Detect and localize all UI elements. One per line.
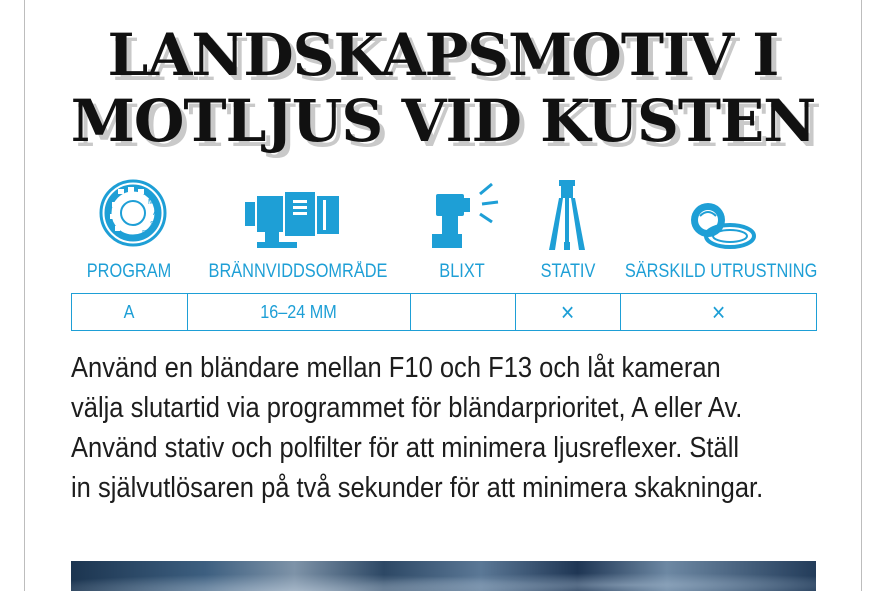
dial-letter-s: S [150, 221, 155, 228]
settings-row [72, 294, 817, 331]
body-paragraph [71, 348, 831, 508]
filter-icon [686, 202, 758, 252]
body-line-3: Använd stativ och polfilter för att minimera ljusreflexer. Ställ [71, 432, 740, 464]
settings-icons [0, 178, 886, 253]
lens-icon [245, 192, 340, 250]
tripod-icon [543, 180, 591, 252]
value-tripod: × [516, 294, 621, 331]
label-tripod: STATIV [540, 261, 596, 282]
title-line-1: LANDSKAPSMOTIV I [107, 21, 779, 89]
title-line-2: MOTLJUS VID KUSTEN [70, 87, 816, 155]
dial-letter-a: A [153, 210, 158, 217]
label-special-equipment: SÄRSKILD UTRUSTNING [624, 261, 818, 282]
body-line-4: in självutlösaren på två sekunder för att minimera skakningar. [71, 472, 764, 504]
label-flash: BLIXT [439, 261, 485, 282]
dial-letter-p: P [142, 230, 147, 237]
body-line-1: Använd en bländare mellan F10 och F13 och låt kameran [71, 352, 721, 384]
value-flash [411, 294, 516, 331]
body-line-2: välja slutartid via programmet för bländarprioritet, A eller Av. [71, 392, 743, 424]
dial-letter-m: M [148, 199, 154, 206]
label-focal-range: BRÄNNVIDDSOMRÅDE [208, 261, 388, 282]
label-program: PROGRAM [86, 261, 172, 282]
value-focal-range: 16–24 MM [188, 294, 411, 331]
article-title [0, 22, 886, 154]
mode-dial-icon [98, 178, 168, 248]
value-special-equipment: × [621, 294, 817, 331]
settings-labels [0, 261, 886, 283]
landscape-photo [71, 561, 816, 591]
settings-table [71, 293, 817, 331]
value-program: A [72, 294, 188, 331]
flash-icon [428, 180, 508, 252]
